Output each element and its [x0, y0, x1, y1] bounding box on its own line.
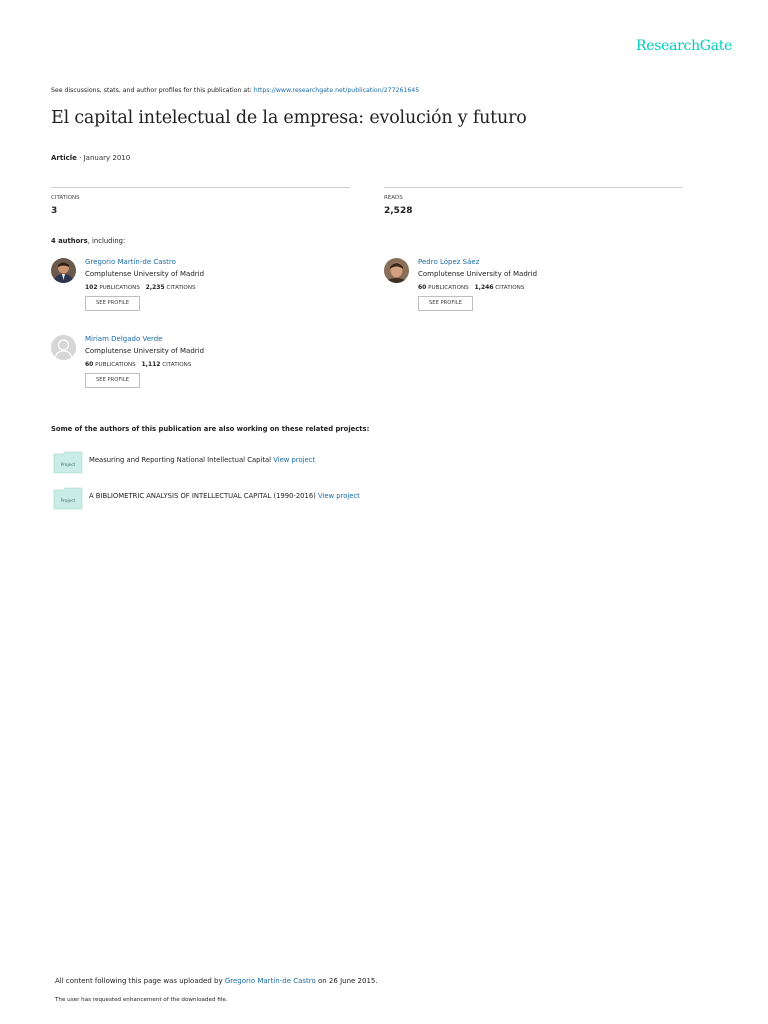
see-profile-button[interactable]: SEE PROFILE — [418, 296, 473, 311]
author-publications-label: PUBLICATIONS — [99, 285, 140, 291]
reads-value: 2,528 — [384, 206, 413, 216]
avatar[interactable] — [51, 335, 76, 360]
default-user-icon — [51, 335, 76, 360]
authors-suffix: , including: — [87, 237, 126, 245]
publication-type: Article — [51, 154, 77, 162]
author-card — [51, 258, 351, 328]
author-card — [384, 258, 684, 328]
related-projects-heading: Some of the authors of this publication are also working on these related projects: — [51, 425, 370, 433]
reads-stat — [384, 187, 683, 216]
project-title: A BIBLIOMETRIC ANALYSIS OF INTELLECTUAL CAPITAL (1990-2016) — [89, 492, 318, 500]
author-citations-count: 1,112 — [141, 361, 161, 368]
author-name-link[interactable]: Pedro López Sáez — [418, 258, 480, 266]
view-project-link[interactable]: View project — [273, 456, 316, 464]
citations-value: 3 — [51, 206, 58, 216]
citations-stat — [51, 187, 350, 216]
authors-count: 4 authors — [51, 237, 88, 245]
discussion-prefix: See discussions, stats, and author profiles for this publication at: — [51, 87, 254, 94]
author-citations-count: 2,235 — [145, 284, 165, 291]
author-name-link[interactable]: Miriam Delgado Verde — [85, 335, 163, 343]
author-institution: Complutense University of Madrid — [418, 270, 538, 278]
researchgate-logo[interactable]: ResearchGate — [636, 38, 733, 54]
author-photo-icon — [384, 258, 409, 283]
see-profile-button[interactable]: SEE PROFILE — [85, 373, 140, 388]
avatar[interactable] — [51, 258, 76, 283]
upload-note — [55, 977, 378, 985]
author-publications-label: PUBLICATIONS — [95, 362, 136, 368]
project-text — [89, 492, 360, 500]
project-title: Measuring and Reporting National Intellectual Capital — [89, 456, 274, 464]
project-item — [51, 486, 471, 510]
author-citations-label: CITATIONS — [166, 285, 196, 291]
author-publications-count: 60 — [418, 284, 427, 291]
reads-label: READS — [384, 195, 403, 201]
discussion-line — [51, 87, 419, 94]
authors-heading — [51, 237, 125, 245]
author-citations-label: CITATIONS — [162, 362, 192, 368]
upload-prefix: All content following this page was uploaded by — [55, 977, 225, 985]
author-photo-icon — [51, 258, 76, 283]
upload-suffix: on 26 June 2015. — [315, 977, 378, 985]
author-citations-count: 1,246 — [474, 284, 494, 291]
uploader-link[interactable]: Gregorio Martín-de Castro — [224, 977, 316, 985]
author-name-link[interactable]: Gregorio Martín-de Castro — [85, 258, 176, 266]
publication-meta — [51, 154, 130, 162]
project-item — [51, 450, 471, 474]
view-project-link[interactable]: View project — [317, 492, 360, 500]
author-stats — [418, 284, 524, 291]
author-card — [51, 335, 351, 405]
author-publications-count: 102 — [85, 284, 98, 291]
author-citations-label: CITATIONS — [495, 285, 525, 291]
project-text — [89, 456, 315, 464]
author-institution: Complutense University of Madrid — [85, 347, 205, 355]
avatar[interactable] — [384, 258, 409, 283]
author-institution: Complutense University of Madrid — [85, 270, 205, 278]
project-folder-icon — [53, 450, 83, 474]
project-folder-icon — [53, 486, 83, 510]
publication-date: · January 2010 — [76, 154, 131, 162]
author-publications-count: 60 — [85, 361, 94, 368]
author-stats — [85, 284, 196, 291]
project-icon-label: Project — [60, 498, 76, 503]
publication-url-link[interactable]: https://www.researchgate.net/publication/277261645 — [253, 87, 420, 94]
citations-label: CITATIONS — [51, 195, 80, 201]
enhancement-note: The user has requested enhancement of the downloaded file. — [55, 997, 228, 1003]
author-publications-label: PUBLICATIONS — [428, 285, 469, 291]
project-icon-label: Project — [60, 462, 76, 467]
publication-title: El capital intelectual de la empresa: evolución y futuro — [51, 108, 527, 128]
author-stats — [85, 361, 191, 368]
see-profile-button[interactable]: SEE PROFILE — [85, 296, 140, 311]
